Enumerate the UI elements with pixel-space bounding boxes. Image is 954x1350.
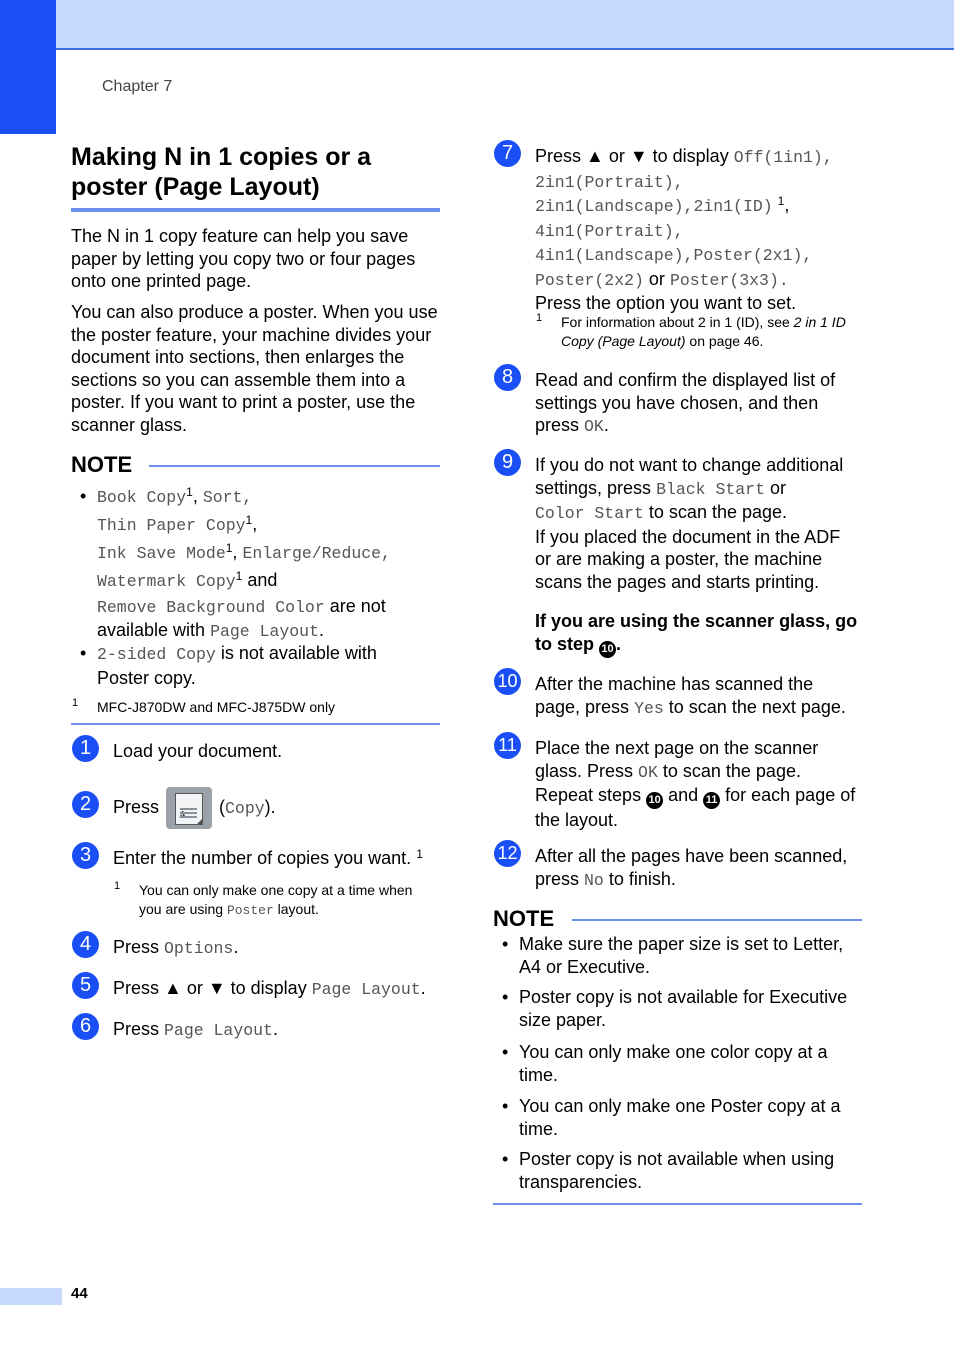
note-2-bullet-2: • Poster copy is not available for Executive size paper. bbox=[502, 987, 848, 1030]
step-badge-11: 11 bbox=[494, 732, 521, 759]
copy-icon[interactable] bbox=[166, 787, 212, 829]
step-3-footnote: 1 You can only make one copy at a time when you are using Poster layout. bbox=[114, 880, 413, 918]
page-number-bar bbox=[0, 1288, 62, 1305]
note-end-rule bbox=[71, 723, 440, 725]
step-9-text: If you do not want to change additional settings, press Black Start or Color Start to scan the page. If you placed the document in the ADF or are making a poster, the machine scans the pages and starts printing. bbox=[535, 455, 844, 592]
note-2-bullet-1: • Make sure the paper size is set to Letter, A4 or Executive. bbox=[502, 934, 844, 977]
step-10-text: After the machine has scanned the page, press Yes to scan the next page. bbox=[535, 674, 846, 718]
chapter-label: Chapter 7 bbox=[102, 78, 173, 95]
step-7-footnote: 1 For information about 2 in 1 (ID), see 2 in 1 ID Copy (Page Layout) on page 46. bbox=[536, 312, 846, 349]
step-badge-12: 12 bbox=[494, 840, 521, 867]
note-2-bullet-3: • You can only make one color copy at a time. bbox=[502, 1042, 828, 1085]
step-badge-10: 10 bbox=[494, 668, 521, 695]
step-badge-9: 9 bbox=[494, 449, 521, 476]
step-1-text: Load your document. bbox=[113, 741, 283, 761]
step-4-text: Press Options. bbox=[113, 937, 239, 958]
intro-paragraph-1: The N in 1 copy feature can help you save paper by letting you copy two or four pages onto one printed page. bbox=[71, 226, 416, 291]
note-2-rule bbox=[572, 919, 862, 921]
note-bullet-2: • 2-sided Copy is not available with Poster copy. bbox=[80, 643, 377, 688]
step-12-text: After all the pages have been scanned, press No to finish. bbox=[535, 846, 848, 890]
intro-paragraph-2: You can also produce a poster. When you use the poster feature, your machine divides your document into sections, then enlarges the sections so you can assemble them into a poster. If you want to print a poster, use the scanner glass. bbox=[71, 302, 438, 435]
note-rule bbox=[149, 465, 440, 467]
title-rule bbox=[71, 208, 440, 212]
note-2-title: NOTE bbox=[493, 906, 555, 931]
step-2-text: Press (Copy). bbox=[113, 785, 276, 831]
step-11-text: Place the next page on the scanner glass. Press OK to scan the page. Repeat steps 10 and 11 for each page of the layout. bbox=[535, 738, 856, 830]
step-6-text: Press Page Layout. bbox=[113, 1019, 278, 1040]
step-badge-6: 6 bbox=[72, 1013, 99, 1040]
step-5-text: Press ▲ or ▼ to display Page Layout. bbox=[113, 978, 426, 999]
note-footnote: 1 MFC-J870DW and MFC-J875DW only bbox=[72, 697, 336, 715]
step-badge-3: 3 bbox=[72, 842, 99, 869]
step-7-text: Press ▲ or ▼ to display Off(1in1), 2in1(Portrait), 2in1(Landscape),2in1(ID) $^1$, 4in1(Portrait), 4in1(Landscape),Poster(2x1), Poster(2x2) or Poster(3x3). Press the option you want to set. bbox=[535, 146, 833, 313]
step-9-scanner-glass-note: If you are using the scanner glass, go to step 10 . bbox=[535, 610, 865, 658]
note-2-bullet-5: • Poster copy is not available when using transparencies. bbox=[502, 1149, 835, 1192]
step-badge-1: 1 bbox=[72, 735, 99, 762]
note-bullet-1: • Book Copy$^1$, Sort, Thin Paper Copy$^1$, Ink Save Mode$^1$, Enlarge/Reduce, Watermark Copy$^1$ and Remove Background Color are not available with Page Layout. bbox=[80, 485, 391, 641]
note-2-end-rule bbox=[493, 1203, 862, 1205]
header-band bbox=[0, 0, 954, 50]
note-2-bullet-4: • You can only make one Poster copy at a time. bbox=[502, 1096, 841, 1139]
section-title: Making N in 1 copies or a poster (Page Layout) bbox=[71, 143, 372, 201]
step-badge-5: 5 bbox=[72, 972, 99, 999]
step-badge-8: 8 bbox=[494, 364, 521, 391]
step-badge-2: 2 bbox=[72, 791, 99, 818]
step-3-text: Enter the number of copies you want. $^1$ bbox=[113, 847, 423, 868]
note-title: NOTE bbox=[71, 452, 133, 477]
step-badge-4: 4 bbox=[72, 931, 99, 958]
chapter-tab bbox=[0, 0, 56, 134]
page-number: 44 bbox=[71, 1285, 88, 1302]
step-badge-7: 7 bbox=[494, 140, 521, 167]
step-8-text: Read and confirm the displayed list of settings you have chosen, and then press OK. bbox=[535, 370, 836, 436]
